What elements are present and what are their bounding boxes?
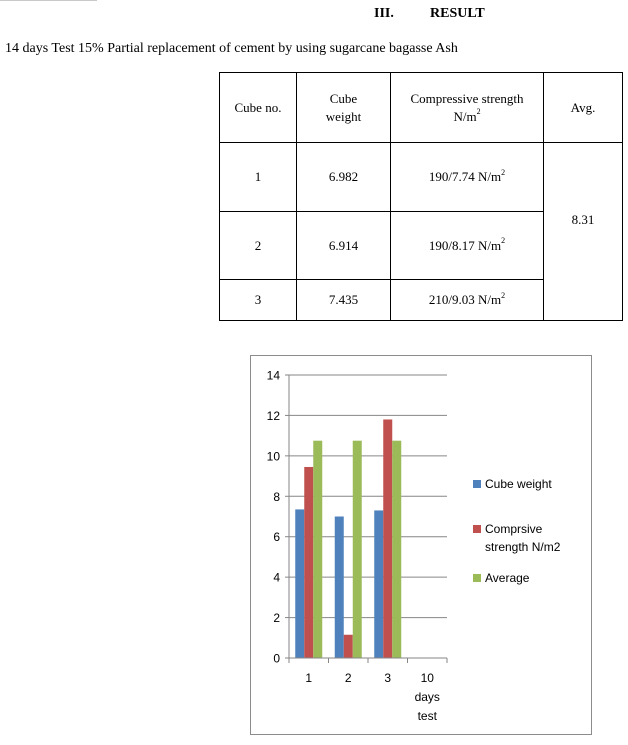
bar-chart <box>251 356 591 734</box>
bar <box>392 441 401 658</box>
header-cube-weight: Cube weight <box>297 73 391 143</box>
legend-label: Average <box>485 571 530 585</box>
y-tick-label: 8 <box>273 489 280 504</box>
bar <box>353 441 362 658</box>
y-tick-label: 10 <box>266 449 280 464</box>
bar <box>304 467 313 658</box>
compressive-strength: 190/7.74 $N/m^2$ <box>391 143 544 212</box>
section-heading <box>374 6 485 22</box>
y-tick-label: 6 <box>273 530 280 545</box>
cube-number: 1 <box>220 143 297 212</box>
cube-weight: 6.982 <box>297 143 391 212</box>
bar <box>295 509 304 658</box>
y-tick-label: 12 <box>266 408 280 423</box>
x-tick-label: 10 days test <box>414 671 440 723</box>
section-title: RESULT <box>430 6 485 21</box>
bar <box>383 419 392 658</box>
results-table <box>219 72 623 321</box>
header-compressive-strength: Compressive strength $N/m^2$ <box>391 73 544 143</box>
x-tick-label: 1 <box>305 671 313 685</box>
y-tick-label: 0 <box>273 651 280 666</box>
section-number: III. <box>374 6 394 21</box>
cube-number: 2 <box>220 212 297 280</box>
legend-swatch <box>473 574 481 582</box>
top-rule <box>0 0 97 1</box>
bar <box>344 635 353 658</box>
cube-weight: 7.435 <box>297 280 391 321</box>
y-tick-label: 14 <box>266 368 280 383</box>
legend-swatch <box>473 525 481 533</box>
y-tick-label: 4 <box>273 570 280 585</box>
cube-number: 3 <box>220 280 297 321</box>
compressive-strength: 210/9.03 $N/m^2$ <box>391 280 544 321</box>
chart-frame <box>250 355 592 735</box>
compressive-strength: 190/8.17 $N/m^2$ <box>391 212 544 280</box>
x-tick-label: 3 <box>384 671 392 685</box>
table-header-row <box>220 73 623 143</box>
x-tick-label: 2 <box>344 671 352 685</box>
table-row <box>220 143 623 212</box>
average-value: 8.31 <box>544 143 623 321</box>
header-cube-no: Cube no. <box>220 73 297 143</box>
header-avg: Avg. <box>544 73 623 143</box>
legend-label: Comprsive strength N/m2 <box>485 522 561 554</box>
bar <box>374 510 383 658</box>
bar <box>313 441 322 658</box>
y-tick-label: 2 <box>273 611 280 626</box>
legend-label: Cube weight <box>485 477 552 491</box>
legend-swatch <box>473 480 481 488</box>
cube-weight: 6.914 <box>297 212 391 280</box>
bar <box>335 517 344 659</box>
test-description: 14 days Test 15% Partial replacement of cement by using sugarcane bagasse Ash <box>5 41 458 56</box>
